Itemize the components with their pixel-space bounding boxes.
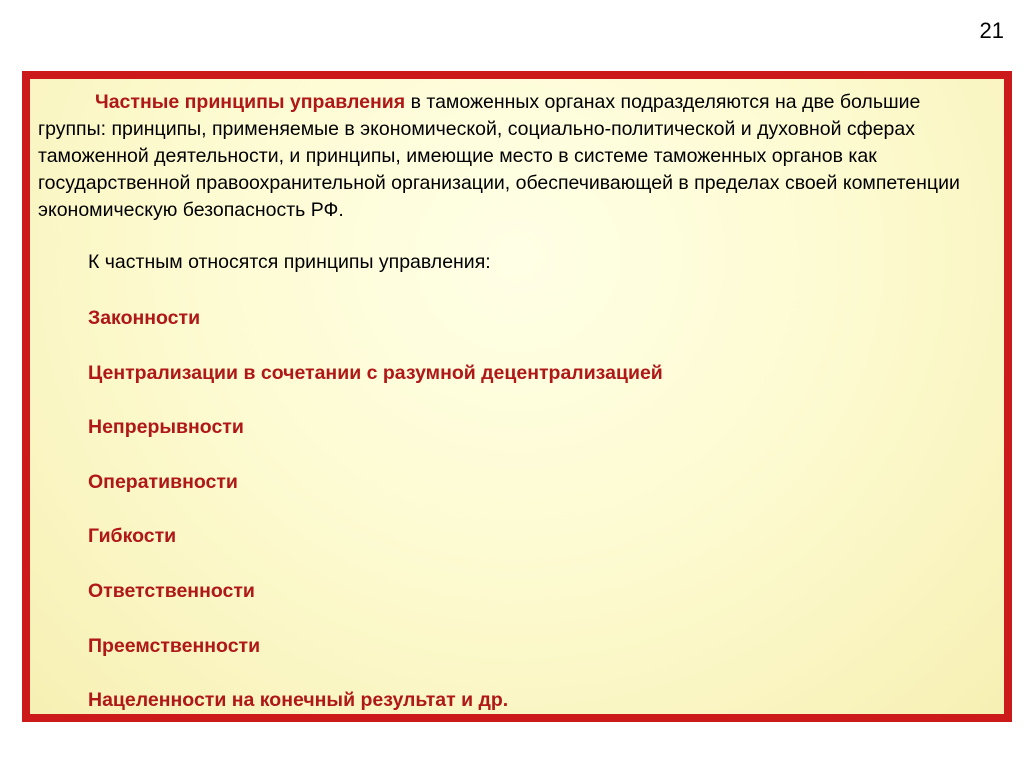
principle-item: Непрерывности: [88, 416, 244, 439]
intro-text: в таможенных органах подразделяются на две большие группы: принципы, применяемые в экономической, социально-политической и духовной сферах таможенной деятельности, и принципы, имеющие место в системе таможенных органов как государственной правоохранительной организации, обеспечивающей в пределах своей компетенции экономическую безопасность РФ.: [38, 91, 960, 221]
lead-text: К частным относятся принципы управления:: [88, 251, 491, 273]
principle-item: Ответственности: [88, 579, 255, 602]
principle-item: Оперативности: [88, 470, 238, 493]
principles-list: [88, 305, 663, 742]
principle-item: Нацеленности на конечный результат и др.: [88, 689, 509, 712]
slide-number: 21: [979, 18, 1004, 43]
principle-item: Централизации в сочетании с разумной децентрализацией: [88, 361, 663, 384]
principle-item: Преемственности: [88, 634, 261, 657]
intro-term: Частные принципы управления: [95, 91, 406, 113]
principle-item: Гибкости: [88, 525, 177, 548]
principle-item: Законности: [88, 307, 201, 329]
content-frame: [22, 71, 1012, 722]
intro-paragraph: [38, 89, 978, 224]
